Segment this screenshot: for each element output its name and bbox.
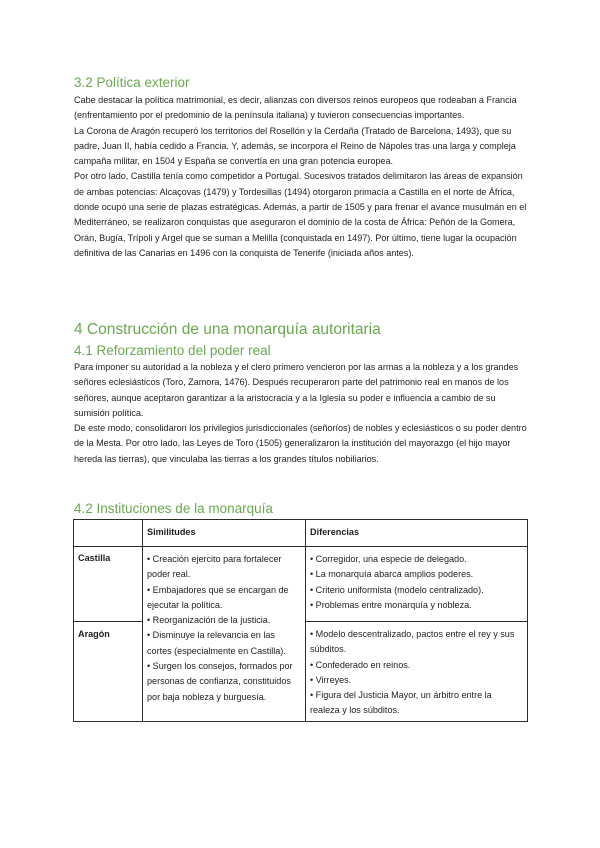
paragraph: Cabe destacar la política matrimonial, es decir, alianzas con diversos reinos europeos que rodeaban a Francia (enfrentamiento por el predominio de la península italiana) y tuvieron consecuencias importantes. <box>74 95 517 121</box>
list-item: • La monarquía abarca amplios poderes. <box>310 569 474 580</box>
list-item: • Reorganización de la justicia. <box>147 615 271 626</box>
list-item: • Confederado en reinos. <box>310 659 411 670</box>
paragraph: Para imponer su autoridad a la nobleza y el clero primero vencieron por las armas a la nobleza y a los grandes señores eclesiásticos (Toro, Zamora, 1476). Después recuperaron parte del patrimonio real en manos de los señores, aunque aceptaron garantizar a la aristocracia y a la Iglesia su poder e influencia a cambio de su sumisión política. <box>74 362 519 418</box>
list-item: • Surgen los consejos, formados por personas de confianza, constituidos por baja nobleza y burguesía. <box>147 661 293 702</box>
list-item: • Embajadores que se encargan de ejecutar la política. <box>147 584 289 610</box>
heading-4: 4 Construcción de una monarquía autoritaria <box>74 321 381 338</box>
heading-3-2: 3.2 Política exterior <box>74 75 190 90</box>
row-header-aragon: Aragón <box>74 622 143 722</box>
heading-4-1: 4.1 Reforzamiento del poder real <box>74 343 271 358</box>
section-3-2-body <box>74 93 528 261</box>
table-header-row <box>74 520 528 547</box>
list-item: • Disminuye la relevancia en las cortes (especialmente en Castilla). <box>147 630 286 656</box>
diferencias-castilla-cell <box>306 547 528 622</box>
list-item: • Problemas entre monarquía y nobleza. <box>310 599 472 610</box>
list-item: • Corregidor, una especie de delegado. <box>310 554 467 564</box>
list-item: • Criterio uniformista (modelo centralizado). <box>310 584 484 595</box>
table-row <box>74 547 528 622</box>
list-item: • Creación ejercito para fortalecer poder real. <box>147 554 282 580</box>
paragraph: De este modo, consolidaron los privilegios jurisdiccionales (señoríos) de nobles y eclesiásticos o su poder dentro de la Mesta. Por otro lado, las Leyes de Toro (1505) generalizaron la institución del mayorazgo (el hijo mayor hereda las tierras), que vinculaba las tierras a los grandes títulos nobiliarios. <box>74 423 527 464</box>
table-corner-cell <box>74 520 143 547</box>
institutions-table <box>73 519 528 722</box>
section-4-1-body <box>74 360 528 467</box>
list-item: • Figura del Justicia Mayor, un árbitro entre la realeza y los súbditos. <box>310 690 492 716</box>
similitudes-cell <box>143 547 306 722</box>
paragraph: La Corona de Aragón recuperó los territorios del Rosellón y la Cerdaña (Tratado de Barcelona, 1493), que su padre, Juan II, había cedido a Francia. Y, además, se incorpora el Reino de Nápoles tras una larga y compleja campaña militar, en 1504 y España se convertía en una gran potencia europea. <box>74 125 516 167</box>
col-header-diferencias: Diferencias <box>306 520 528 547</box>
col-header-similitudes: Similitudes <box>143 520 306 547</box>
row-header-castilla: Castilla <box>74 547 143 622</box>
paragraph: Por otro lado, Castilla tenía como competidor a Portugal. Sucesivos tratados delimitaron las áreas de expansión de ambas potencias: Alcaçovas (1479) y Tordesillas (1494) otorgaron primacía a Castilla en el norte de África, donde ocupó una serie de plazas estratégicas. Además, a partir de 1505 y para frenar el avance musulmán en el Mediterráneo, se realizaron conquistas que aseguraron el dominio de la costa de África: Peñón de la Gomera, Orán, Bugía, Trípoli y Argel que se suman a Melilla (conquistada en 1497). Por último, tiene lugar la ocupación definitiva de las Canarias en 1496 con la conquista de Tenerife (iniciada años antes). <box>74 171 527 258</box>
list-item: • Virreyes. <box>310 674 352 685</box>
diferencias-aragon-cell <box>306 622 528 722</box>
list-item: • Modelo descentralizado, pactos entre el rey y sus súbditos. <box>310 629 515 655</box>
heading-4-2: 4.2 Instituciones de la monarquía <box>74 501 273 516</box>
